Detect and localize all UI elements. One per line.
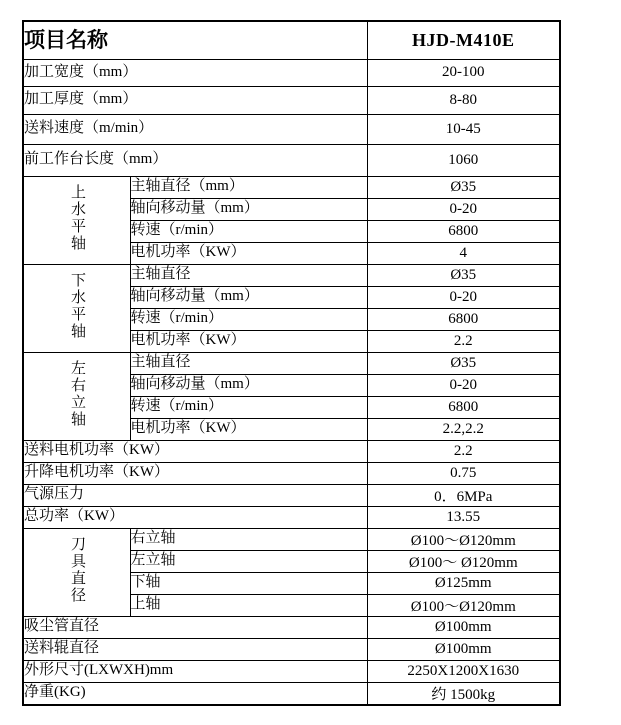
spec-value: 13.55 [367, 506, 560, 528]
group-cell-cutter-diameter [23, 528, 130, 616]
group-label: 左右立轴 [69, 359, 85, 428]
spec-value: Ø35 [367, 352, 560, 374]
table-row [23, 352, 560, 374]
table-row [23, 114, 560, 144]
spec-sublabel: 主轴直径 [130, 352, 367, 374]
table-row [23, 660, 560, 682]
header-model: HJD-M410E [367, 21, 560, 59]
group-cell-upper-horizontal-spindle [23, 176, 130, 264]
spec-sublabel: 转速（r/min） [130, 396, 367, 418]
spec-value: 8-80 [367, 86, 560, 114]
spec-label: 气源压力 [23, 484, 367, 506]
spec-sublabel: 电机功率（KW） [130, 242, 367, 264]
table-row [23, 176, 560, 198]
spec-sublabel: 主轴直径 [130, 264, 367, 286]
spec-value: Ø35 [367, 264, 560, 286]
spec-value: 2.2,2.2 [367, 418, 560, 440]
spec-sublabel: 上轴 [130, 594, 367, 616]
spec-table [22, 20, 561, 706]
spec-value: Ø125mm [367, 572, 560, 594]
spec-sublabel: 轴向移动量（mm） [130, 198, 367, 220]
spec-value: 0-20 [367, 198, 560, 220]
spec-sublabel: 轴向移动量（mm） [130, 286, 367, 308]
group-cell-lower-horizontal-spindle [23, 264, 130, 352]
spec-value: 2250X1200X1630 [367, 660, 560, 682]
spec-sublabel: 下轴 [130, 572, 367, 594]
spec-value: 4 [367, 242, 560, 264]
table-row [23, 638, 560, 660]
spec-value: Ø35 [367, 176, 560, 198]
spec-value: Ø100～ Ø120mm [367, 550, 560, 572]
table-row [23, 264, 560, 286]
table-row [23, 440, 560, 462]
spec-value: Ø100～Ø120mm [367, 594, 560, 616]
header-item-name: 项目名称 [23, 21, 367, 59]
header-row [23, 21, 560, 59]
spec-label: 加工厚度（mm） [23, 86, 367, 114]
table-row [23, 144, 560, 176]
group-label: 上水平轴 [69, 183, 85, 252]
spec-sublabel: 右立轴 [130, 528, 367, 550]
spec-value: 6800 [367, 308, 560, 330]
spec-sublabel: 电机功率（KW） [130, 418, 367, 440]
spec-sublabel: 轴向移动量（mm） [130, 374, 367, 396]
spec-value: 20-100 [367, 59, 560, 86]
table-row [23, 484, 560, 506]
group-cell-left-right-vertical-spindle [23, 352, 130, 440]
spec-label: 送料电机功率（KW） [23, 440, 367, 462]
table-row [23, 616, 560, 638]
spec-sublabel: 转速（r/min） [130, 220, 367, 242]
table-row [23, 682, 560, 705]
spec-label: 加工宽度（mm） [23, 59, 367, 86]
spec-value: 约 1500kg [367, 682, 560, 705]
spec-value: Ø100mm [367, 638, 560, 660]
spec-label: 外形尺寸(LXWXH)mm [23, 660, 367, 682]
spec-value: 0．6MPa [367, 484, 560, 506]
spec-label: 升降电机功率（KW） [23, 462, 367, 484]
spec-value: 2.2 [367, 330, 560, 352]
spec-label: 前工作台长度（mm） [23, 144, 367, 176]
spec-sublabel: 主轴直径（mm） [130, 176, 367, 198]
spec-label: 净重(KG) [23, 682, 367, 705]
spec-label: 吸尘管直径 [23, 616, 367, 638]
table-row [23, 59, 560, 86]
spec-value: 10-45 [367, 114, 560, 144]
spec-sublabel: 左立轴 [130, 550, 367, 572]
spec-value: 0.75 [367, 462, 560, 484]
spec-label: 总功率（KW） [23, 506, 367, 528]
spec-value: 0-20 [367, 286, 560, 308]
spec-value: 2.2 [367, 440, 560, 462]
spec-value: 6800 [367, 220, 560, 242]
group-label: 刀具直径 [69, 535, 85, 604]
spec-value: Ø100mm [367, 616, 560, 638]
spec-value: Ø100～Ø120mm [367, 528, 560, 550]
group-label: 下水平轴 [69, 271, 85, 340]
spec-sublabel: 转速（r/min） [130, 308, 367, 330]
table-row [23, 528, 560, 550]
spec-value: 0-20 [367, 374, 560, 396]
spec-label: 送料辊直径 [23, 638, 367, 660]
spec-value: 6800 [367, 396, 560, 418]
table-row [23, 462, 560, 484]
spec-sublabel: 电机功率（KW） [130, 330, 367, 352]
table-row [23, 86, 560, 114]
spec-label: 送料速度（m/min） [23, 114, 367, 144]
spec-value: 1060 [367, 144, 560, 176]
table-row [23, 506, 560, 528]
